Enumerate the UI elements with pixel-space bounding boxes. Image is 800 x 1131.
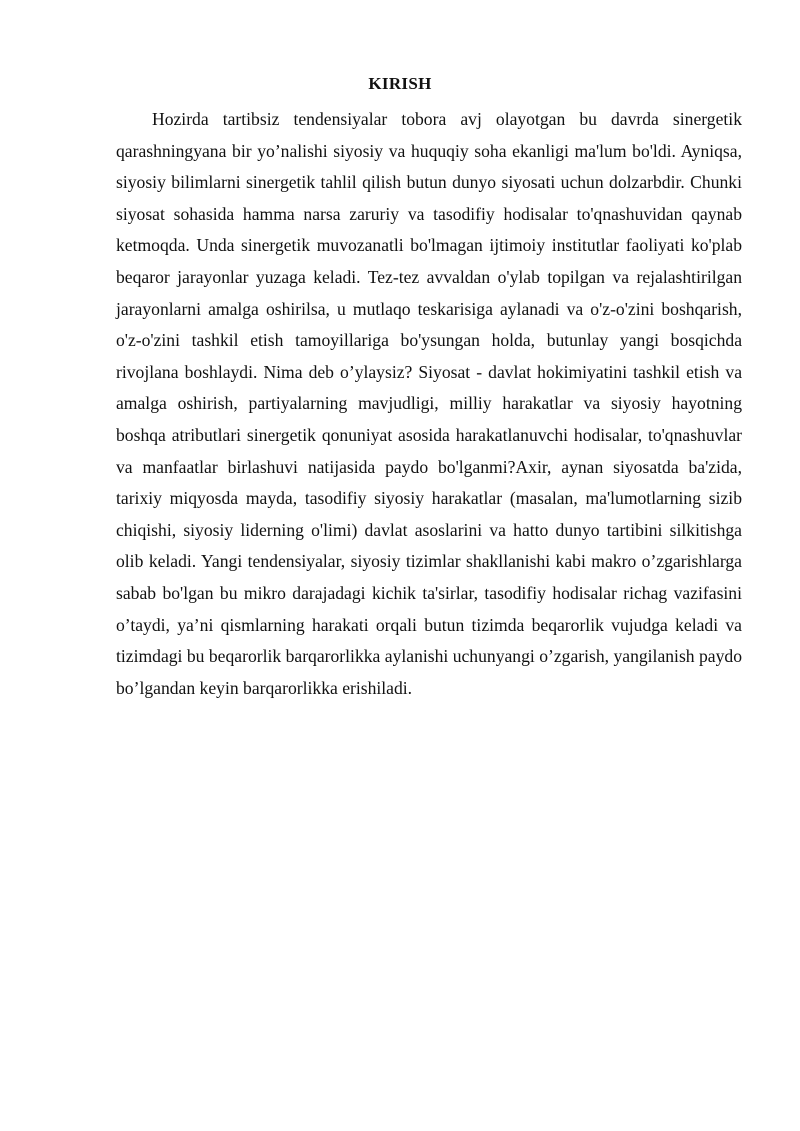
body-paragraph: Hozirda tartibsiz tendensiyalar tobora avj olayotgan bu davrda sinergetik qarashningyana bir yo’nalishi siyosiy va huquqiy soha ekanligi ma'lum bo'ldi. Ayniqsa, siyosiy bilimlarni sinergetik tahlil qilish butun dunyo siyosati uchun dolzarbdir. Chunki siyosat sohasida hamma narsa zaruriy va tasodifiy hodisalar to'qnashuvidan qaynab ketmoqda. Unda sinergetik muvozanatli bo'lmagan ijtimoiy institutlar faoliyati ko'plab beqaror jarayonlar yuzaga keladi. Tez-tez avvaldan o'ylab topilgan va rejalashtirilgan jarayonlarni amalga oshirilsa, u mutlaqo teskarisiga aylanadi va o'z-o'zini boshqarish, o'z-o'zini tashkil etish tamoyillariga bo'ysungan holda, butunlay yangi bosqichda rivojlana boshlaydi. Nima deb o’ylaysiz? Siyosat - davlat hokimiyatini tashkil etish va amalga oshirish, partiyalarning mavjudligi, milliy harakatlar va siyosiy hayotning boshqa atributlari sinergetik qonuniyat asosida harakatlanuvchi hodisalar, to'qnashuvlar va manfaatlar birlashuvi natijasida paydo bo'lganmi?Axir, aynan siyosatda ba'zida, tarixiy miqyosda mayda, tasodifiy siyosiy harakatlar (masalan, ma'lumotlarning sizib chiqishi, siyosiy liderning o'limi) davlat asoslarini va hatto dunyo tartibini silkitishga olib keladi. Yangi tendensiyalar, siyosiy tizimlar shakllanishi kabi makro o’zgarishlarga sabab bo'lgan bu mikro darajadagi kichik ta'sirlar, tasodifiy hodisalar richag vazifasini o’taydi, ya’ni qismlarning harakati orqali butun tizimda beqarorlik vujudga keladi va tizimdagi bu beqarorlik barqarorlikka aylanishi uchunyangi o’zgarish, yangilanish paydo bo’lgandan keyin barqarorlikka erishiladi. — [116, 109, 742, 698]
section-heading: KIRISH — [368, 74, 432, 93]
